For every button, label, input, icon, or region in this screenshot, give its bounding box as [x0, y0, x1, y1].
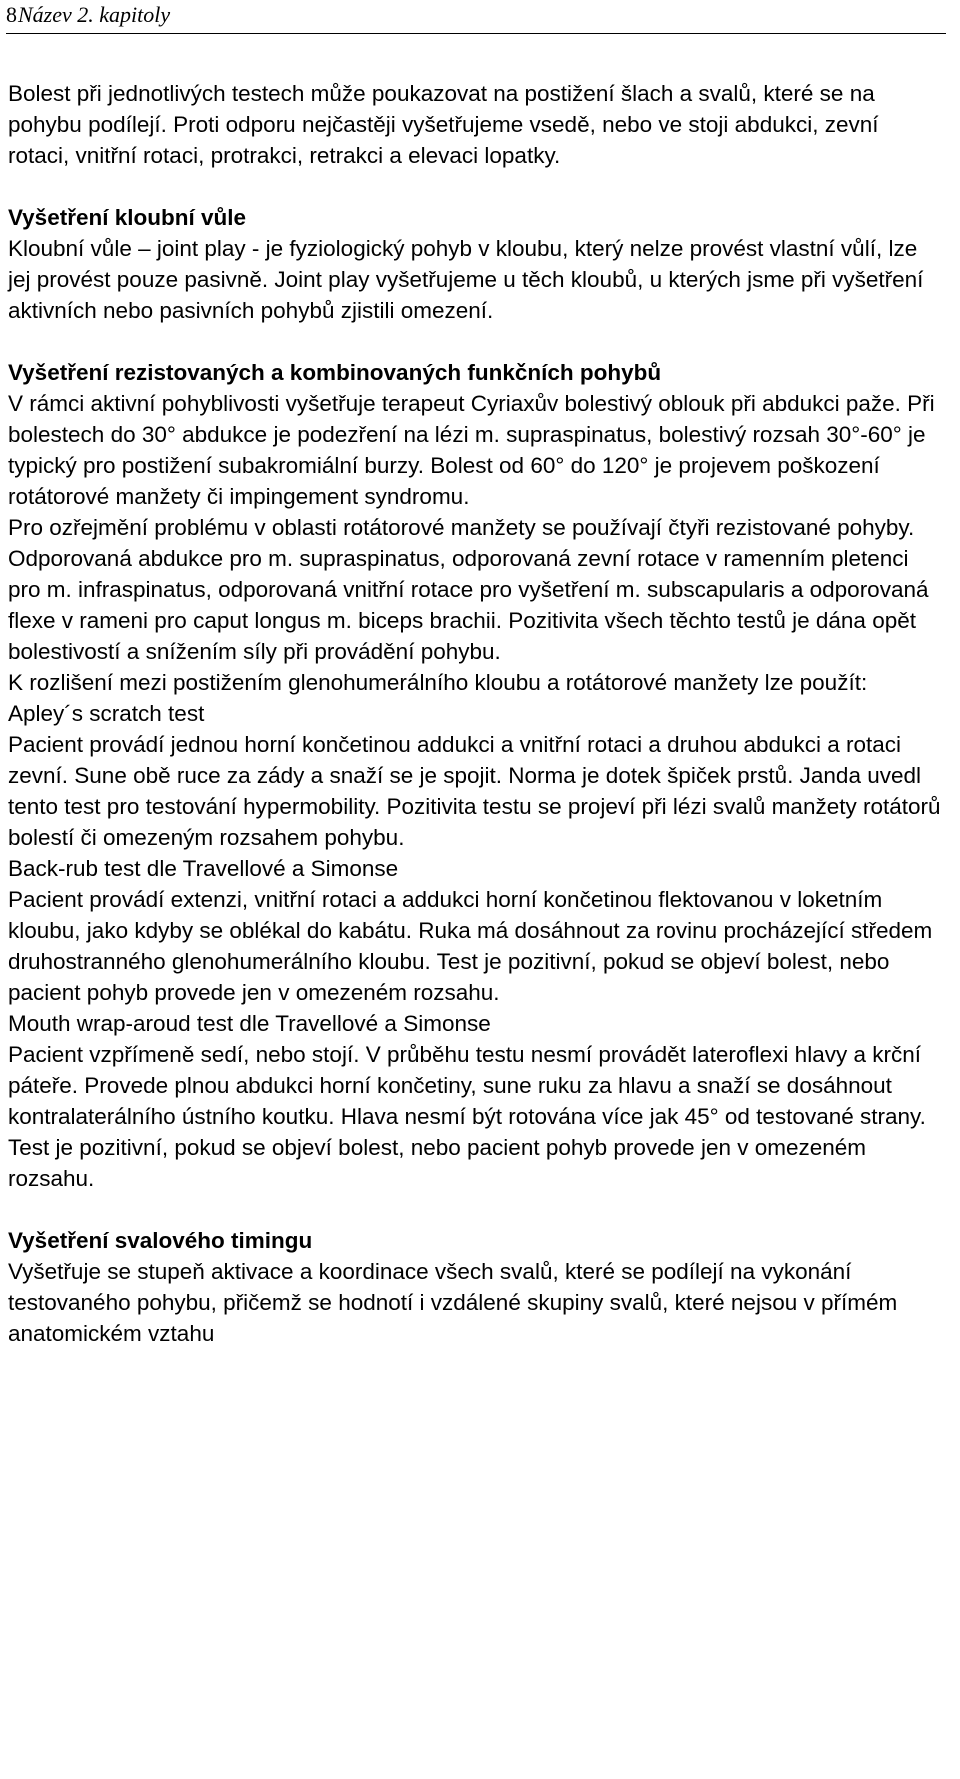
section-heading-muscle-timing: Vyšetření svalového timingu	[8, 1228, 313, 1253]
chapter-title: Název 2. kapitoly	[18, 2, 171, 27]
document-body	[8, 78, 943, 1349]
header-divider	[6, 33, 946, 34]
mouth-wrap-test-paragraph: Pacient vzpřímeně sedí, nebo stojí. V průběhu testu nesmí provádět lateroflexi hlavy a krční páteře. Provede plnou abdukci horní končetiny, sune ruku za hlavu a snaží se dosáhnout kontralaterálního ústního koutku. Hlava nesmí být rotována více jak 45° od testované strany. Test je pozitivní, pokud se objeví bolest, nebo pacient pohyb provede jen v omezeném rozsahu.	[8, 1042, 926, 1191]
intro-paragraph: Bolest při jednotlivých testech může poukazovat na postižení šlach a svalů, které se na pohybu podílejí. Proti odporu nejčastěji vyšetřujeme vsedě, nebo ve stoji abdukci, zevní rotaci, vnitřní rotaci, protrakci, retrakci a elevaci lopatky.	[8, 81, 879, 168]
back-rub-test-title: Back-rub test dle Travellové a Simonse	[8, 856, 399, 881]
resisted-paragraph-2: Pro ozřejmění problému v oblasti rotátorové manžety se používají čtyři rezistované pohyby. Odporovaná abdukce pro m. supraspinatus, odporovaná zevní rotace v ramenním pletenci pro m. infraspinatus, odporovaná vnitřní rotace pro vyšetření m. subscapularis a odporovaná flexe v rameni pro caput longus m. biceps brachii. Pozitivita všech těchto testů je dána opět bolestivostí a snížením síly při provádění pohybu.	[8, 515, 929, 664]
mouth-wrap-test-title: Mouth wrap-aroud test dle Travellové a Simonse	[8, 1011, 491, 1036]
muscle-timing-paragraph: Vyšetřuje se stupeň aktivace a koordinace všech svalů, které se podílejí na vykonání testovaného pohybu, přičemž se hodnotí i vzdálené skupiny svalů, které nejsou v přímém anatomickém vztahu	[8, 1259, 898, 1346]
page-header	[6, 0, 946, 40]
resisted-paragraph-1: V rámci aktivní pohyblivosti vyšetřuje terapeut Cyriaxův bolestivý oblouk při abdukci paže. Při bolestech do 30° abdukce je podezření na lézi m. supraspinatus, bolestivý rozsah 30°-60° je typický pro postižení subakromiální burzy. Bolest od 60° do 120° je projevem poškození rotátorové manžety či impingement syndromu.	[8, 391, 935, 509]
section-heading-joint-play: Vyšetření kloubní vůle	[8, 205, 246, 230]
joint-play-paragraph: Kloubní vůle – joint play - je fyziologický pohyb v kloubu, který nelze provést vlastní vůlí, lze jej provést pouze pasivně. Joint play vyšetřujeme u těch kloubů, u kterých jsme při vyšetření aktivních nebo pasivních pohybů zjistili omezení.	[8, 236, 924, 323]
paragraph-gap	[8, 171, 943, 202]
page-number: 8	[6, 2, 17, 27]
back-rub-test-paragraph: Pacient provádí extenzi, vnitřní rotaci a addukci horní končetinou flektovanou v loketním kloubu, jako kdyby se oblékal do kabátu. Ruka má dosáhnout za rovinu procházející středem druhostranného glenohumerálního kloubu. Test je pozitivní, pokud se objeví bolest, nebo pacient pohyb provede jen v omezeném rozsahu.	[8, 887, 933, 1005]
apley-test-title: Apley´s scratch test	[8, 701, 205, 726]
distinction-paragraph: K rozlišení mezi postižením glenohumerálního kloubu a rotátorové manžety lze použít:	[8, 670, 868, 695]
paragraph-gap	[8, 326, 943, 357]
section-heading-resisted-movements: Vyšetření rezistovaných a kombinovaných funkčních pohybů	[8, 360, 662, 385]
apley-test-paragraph: Pacient provádí jednou horní končetinou addukci a vnitřní rotaci a druhou abdukci a rotaci zevní. Sune obě ruce za zády a snaží se je spojit. Norma je dotek špiček prstů. Janda uvedl tento test pro testování hypermobility. Pozitivita testu se projeví při lézi svalů manžety rotátorů bolestí či omezeným rozsahem pohybu.	[8, 732, 941, 850]
paragraph-gap	[8, 1194, 943, 1225]
